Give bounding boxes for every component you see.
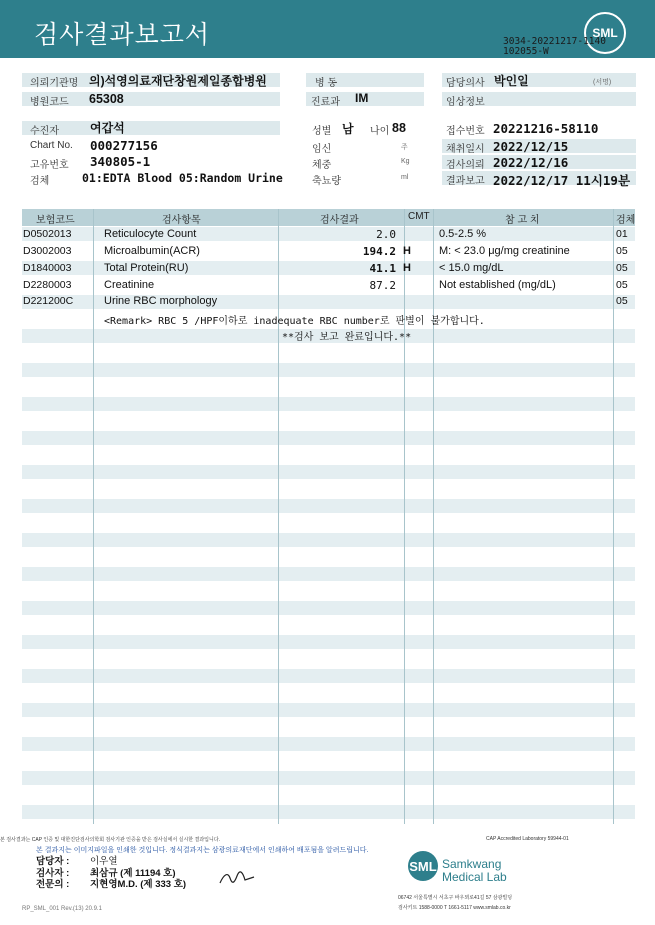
doctor-seal: (서명) xyxy=(593,79,612,86)
row-specimen: 01 xyxy=(616,228,628,240)
column-divider xyxy=(613,209,614,824)
column-divider xyxy=(278,209,279,824)
report-label: 결과보고 xyxy=(446,176,485,187)
header-cmt: CMT xyxy=(408,211,430,222)
signature-icon xyxy=(218,870,256,886)
report-value: 2022/12/17 11시19분 xyxy=(493,173,631,188)
examiner-name: 최삼규 (제 11194 호) xyxy=(90,868,176,879)
table-stripe xyxy=(22,567,635,581)
institution-label: 의뢰기관명 xyxy=(30,78,79,89)
manager-label: 담당자 : xyxy=(36,856,70,867)
row-item: Microalbumin(ACR) xyxy=(104,245,200,257)
doctor-value: 박인일 xyxy=(494,74,529,88)
row-specimen: 05 xyxy=(616,245,628,257)
chart-label: Chart No. xyxy=(30,140,73,151)
row-specimen: 05 xyxy=(616,279,628,291)
receipt-value: 20221216-58110 xyxy=(493,121,599,136)
remark-text: <Remark> RBC 5 /HPF이하로 inadequate RBC number로 판별이 불가합니다. xyxy=(104,316,485,327)
pregnancy-unit: 주 xyxy=(401,144,408,151)
row-code: D1840003 xyxy=(23,262,72,274)
table-stripe xyxy=(22,737,635,751)
row-flag: H xyxy=(403,245,411,257)
lab-contact: 검사키트 1588-0000 T 1661-5117 www.smlab.co.kr xyxy=(398,905,511,911)
age-label: 나이 xyxy=(370,126,390,137)
report-id-line2: 102055-W xyxy=(503,46,549,57)
image-notice: 본 결과지는 이미지파일을 인쇄한 것입니다. 정식결과지는 삼광의료재단에서 인쇄하여 배포됨을 알려드립니다. xyxy=(36,847,369,854)
lab-name-line1: Samkwang xyxy=(442,857,502,871)
row-flag: H xyxy=(403,262,411,274)
weight-unit: Kg xyxy=(401,158,410,165)
column-divider xyxy=(404,209,405,824)
examiner-label: 검사자 : xyxy=(36,868,70,879)
row-reference: Not established (mg/dL) xyxy=(439,279,556,291)
row-result: 87.2 xyxy=(369,279,396,292)
header-code: 보험코드 xyxy=(36,215,75,226)
header-reference: 참 고 치 xyxy=(505,215,540,226)
lab-address: 06742 서울특별시 서초구 바우뫼로41길 57 삼광빌딩 xyxy=(398,895,513,901)
specialist-name: 지현영M.D. (제 333 호) xyxy=(90,879,187,890)
unique-label: 고유번호 xyxy=(30,160,69,171)
sex-value: 남 xyxy=(342,122,354,136)
patient-label: 수진자 xyxy=(30,126,59,137)
column-divider xyxy=(93,209,94,824)
request-value: 2022/12/16 xyxy=(493,155,569,170)
specimen-value: 01:EDTA Blood 05:Random Urine xyxy=(82,171,283,185)
table-stripe xyxy=(22,431,635,445)
table-stripe xyxy=(22,703,635,717)
collect-value: 2022/12/15 xyxy=(493,139,569,154)
ward-label: 병 동 xyxy=(315,78,338,89)
row-specimen: 05 xyxy=(616,295,628,307)
patient-bar xyxy=(22,121,280,135)
report-id-line1: 3034-20221217-1140 xyxy=(503,36,606,47)
age-value: 88 xyxy=(392,121,406,135)
urine-label: 축뇨량 xyxy=(312,176,341,187)
form-code: RP_SML_001 Rev.(13) 20.9.1 xyxy=(22,906,102,912)
table-stripe xyxy=(22,635,635,649)
lab-name-line2: Medical Lab xyxy=(442,870,507,884)
report-id xyxy=(503,37,606,57)
dept-label: 진료과 xyxy=(311,97,340,108)
row-result: 194.2 xyxy=(362,245,396,258)
column-divider xyxy=(433,209,434,824)
row-item: Creatinine xyxy=(104,279,155,291)
lab-logo-text: SML xyxy=(409,859,437,874)
row-result: 41.1 xyxy=(369,262,396,275)
table-stripe xyxy=(22,533,635,547)
specimen-label: 검체 xyxy=(30,176,50,187)
row-reference: < 15.0 mg/dL xyxy=(439,262,504,274)
lab-name xyxy=(442,858,507,884)
header-specimen: 검체 xyxy=(616,215,636,226)
header-result: 검사결과 xyxy=(320,215,359,226)
urine-unit: ml xyxy=(401,174,409,181)
row-reference: 0.5-2.5 % xyxy=(439,228,487,240)
manager-name: 이우열 xyxy=(90,856,118,867)
hospital-code-value: 65308 xyxy=(89,92,124,106)
row-specimen: 05 xyxy=(616,262,628,274)
table-stripe xyxy=(22,363,635,377)
patient-value: 여갑석 xyxy=(90,121,125,135)
table-stripe xyxy=(22,499,635,513)
disclaimer: 본 검사결과는 CAP 인증 및 대한진단검사의학회 검사기관 인증을 받은 검사실에서 실시한 결과입니다. xyxy=(0,837,221,843)
report-title: 검사결과보고서 xyxy=(34,21,211,49)
table-stripe xyxy=(22,465,635,479)
weight-label: 체중 xyxy=(312,160,332,171)
row-code: D3002003 xyxy=(23,245,72,257)
row-code: D0502013 xyxy=(23,228,72,240)
row-code: D2280003 xyxy=(23,279,72,291)
pregnancy-label: 임신 xyxy=(312,144,332,155)
institution-value: 의)석영의료재단창원제일종합병원 xyxy=(89,74,267,88)
request-label: 검사의뢰 xyxy=(446,160,485,171)
row-result: 2.0 xyxy=(376,228,396,241)
sml-logo-icon: SML xyxy=(584,12,626,54)
report-complete-note: **검사 보고 완료입니다.** xyxy=(282,332,412,343)
table-stripe xyxy=(22,397,635,411)
dept-value: IM xyxy=(355,91,369,105)
header-item: 검사항목 xyxy=(162,215,201,226)
sex-label: 성별 xyxy=(312,126,332,137)
specialist-label: 전문의 : xyxy=(36,879,70,890)
row-code: D221200C xyxy=(23,295,74,307)
clinical-label: 임상정보 xyxy=(446,97,485,108)
row-item: Total Protein(RU) xyxy=(104,262,189,274)
table-stripe xyxy=(22,805,635,819)
row-reference: M: < 23.0 μg/mg creatinine xyxy=(439,245,570,257)
row-item: Urine RBC morphology xyxy=(104,295,218,307)
chart-value: 000277156 xyxy=(90,138,158,153)
cap-number: CAP Accredited Laboratory 59944-01 xyxy=(486,836,569,842)
receipt-label: 접수번호 xyxy=(446,126,485,137)
unique-value: 340805-1 xyxy=(90,154,151,169)
doctor-label: 담당의사 xyxy=(446,78,485,89)
table-stripe xyxy=(22,771,635,785)
hospital-code-label: 병원코드 xyxy=(30,97,69,108)
table-stripe xyxy=(22,669,635,683)
row-item: Reticulocyte Count xyxy=(104,228,197,240)
table-stripe xyxy=(22,601,635,615)
collect-label: 채취일시 xyxy=(446,144,485,155)
